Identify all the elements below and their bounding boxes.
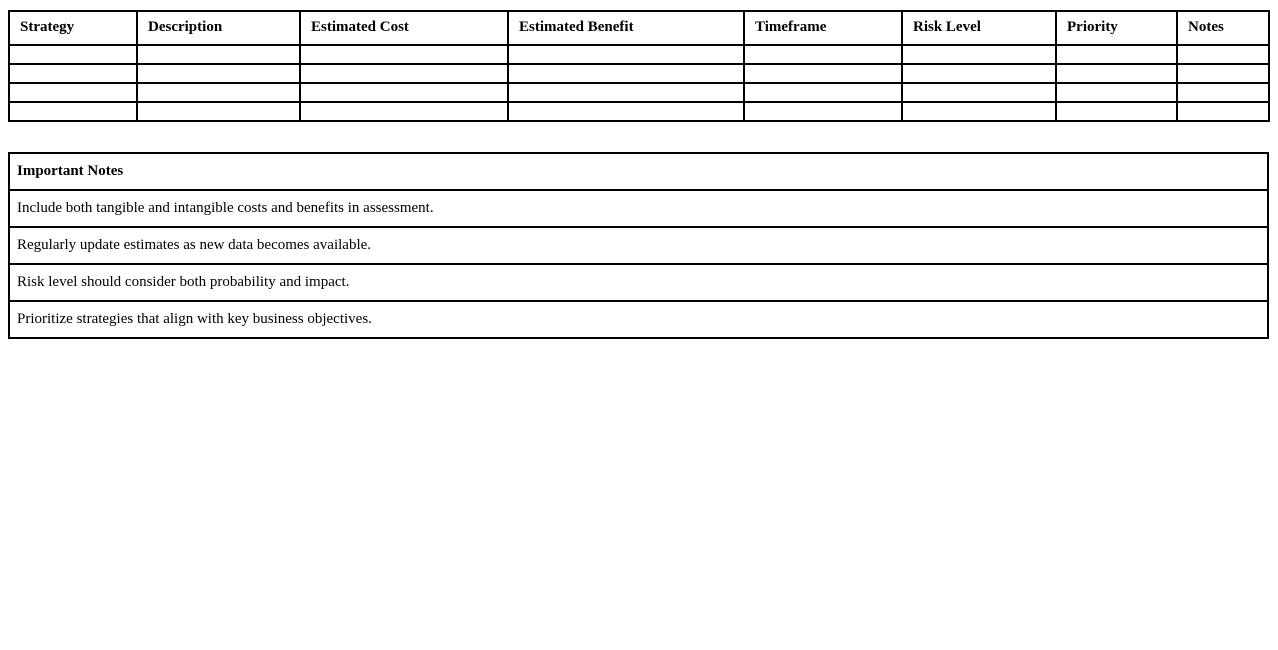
cell	[300, 102, 508, 121]
cell	[300, 64, 508, 83]
cell	[137, 102, 300, 121]
cell	[1056, 83, 1177, 102]
cell	[902, 45, 1056, 64]
cell	[300, 83, 508, 102]
cell	[902, 102, 1056, 121]
column-header-estimated-benefit: Estimated Benefit	[508, 11, 744, 45]
note-row	[9, 227, 1268, 264]
cell	[1177, 45, 1269, 64]
table-row	[9, 64, 1269, 83]
cell	[9, 64, 137, 83]
table-row	[9, 102, 1269, 121]
cell	[1056, 64, 1177, 83]
important-notes-table	[8, 152, 1269, 339]
column-header-notes: Notes	[1177, 11, 1269, 45]
column-header-priority: Priority	[1056, 11, 1177, 45]
cell	[744, 83, 902, 102]
note-item: Include both tangible and intangible costs and benefits in assessment.	[9, 190, 1268, 227]
cell	[902, 83, 1056, 102]
column-header-timeframe: Timeframe	[744, 11, 902, 45]
cell	[508, 45, 744, 64]
cell	[508, 83, 744, 102]
column-header-strategy: Strategy	[9, 11, 137, 45]
note-row	[9, 190, 1268, 227]
column-header-description: Description	[137, 11, 300, 45]
cell	[137, 83, 300, 102]
cell	[508, 102, 744, 121]
cell	[9, 102, 137, 121]
note-item: Regularly update estimates as new data becomes available.	[9, 227, 1268, 264]
note-item: Risk level should consider both probability and impact.	[9, 264, 1268, 301]
notes-header-row	[9, 153, 1268, 190]
notes-table-title: Important Notes	[9, 153, 1268, 190]
cell	[300, 45, 508, 64]
strategy-table-header-row	[9, 11, 1269, 45]
column-header-risk-level: Risk Level	[902, 11, 1056, 45]
cell	[744, 64, 902, 83]
cell	[1177, 102, 1269, 121]
cell	[137, 64, 300, 83]
cell	[9, 45, 137, 64]
cell	[1056, 102, 1177, 121]
note-row	[9, 264, 1268, 301]
cell	[744, 102, 902, 121]
cell	[1177, 83, 1269, 102]
cell	[744, 45, 902, 64]
note-item: Prioritize strategies that align with key business objectives.	[9, 301, 1268, 338]
strategy-assessment-table	[8, 10, 1270, 122]
cell	[9, 83, 137, 102]
note-row	[9, 301, 1268, 338]
cell	[137, 45, 300, 64]
table-row	[9, 83, 1269, 102]
table-row	[9, 45, 1269, 64]
cell	[1056, 45, 1177, 64]
cell	[1177, 64, 1269, 83]
cell	[902, 64, 1056, 83]
column-header-estimated-cost: Estimated Cost	[300, 11, 508, 45]
cell	[508, 64, 744, 83]
